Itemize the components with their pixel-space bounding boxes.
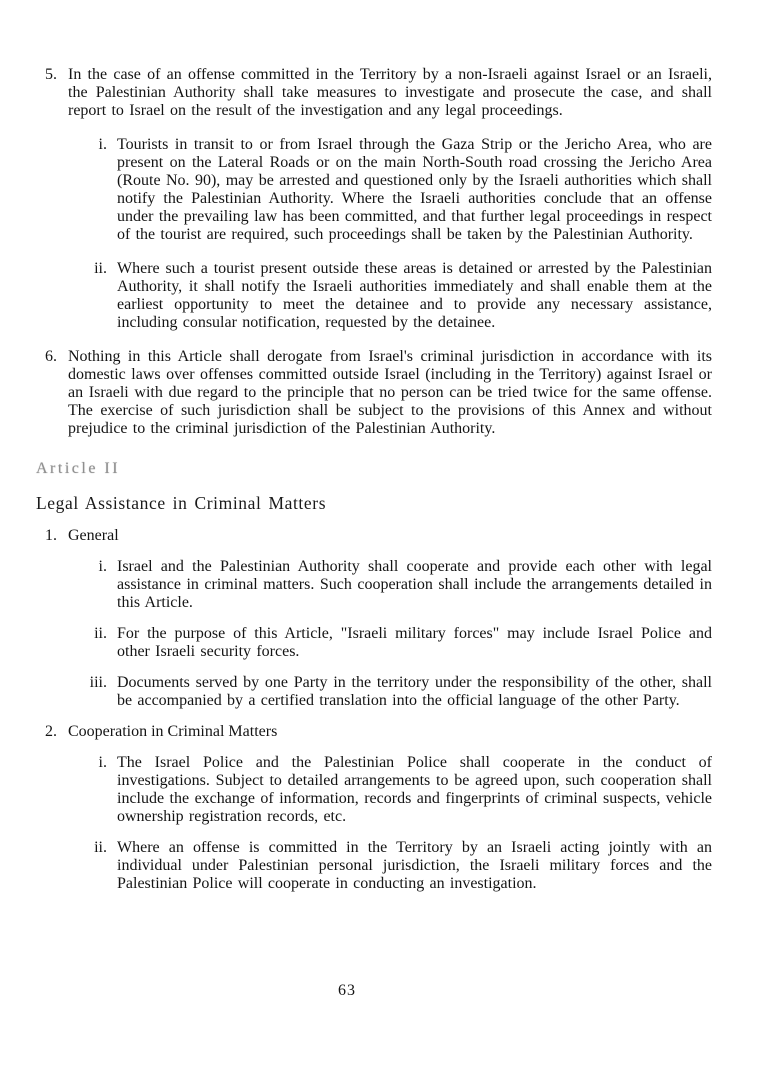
subitem-text: Tourists in transit to or from Israel through the Gaza Strip or the Jericho Area, who are present on the Lateral Roads or on the main North-South road crossing the Jericho Area (Route No. 90), may be arrested and questioned only by the Israeli authorities which shall notify the Palestinian Authority. Where the Israeli authorities conclude that an offense under the prevailing law has been committed, and that further legal proceedings in respect of the tourist are required, such proceedings shall be taken by the Palestinian Authority. — [117, 136, 712, 243]
subitem-text: Israel and the Palestinian Authority shall cooperate and provide each other with legal assistance in criminal matters. Such cooperation shall include the arrangements detailed in this Article. — [117, 558, 712, 611]
item-text: In the case of an offense committed in the Territory by a non-Israeli against Israel or an Israeli, the Palestinian Authority shall take measures to investigate and prosecute the case, and shall report to Israel on the result of the investigation and any legal proceedings. — [68, 66, 712, 119]
sub-item — [87, 625, 712, 661]
section-title: General — [68, 527, 119, 544]
subitem-number: ii. — [94, 839, 107, 856]
sub-item — [87, 674, 712, 710]
subitem-text: Where an offense is committed in the Territory by an Israeli acting jointly with an individual under Palestinian personal jurisdiction, the Israeli military forces and the Palestinian Police will cooperate in conducting an investigation. — [117, 839, 712, 892]
section-number: 2. — [45, 723, 57, 740]
list-item — [45, 66, 712, 120]
subitem-text: Documents served by one Party in the territory under the responsibility of the other, shall be accompanied by a certified translation into the official language of the other Party. — [117, 674, 712, 709]
article-title: Legal Assistance in Criminal Matters — [36, 493, 327, 513]
subitem-number: i. — [98, 558, 107, 575]
sub-item — [87, 839, 712, 893]
page-footer — [0, 982, 758, 1000]
section-number: 1. — [45, 527, 57, 544]
subitem-text: The Israel Police and the Palestinian Police shall cooperate in the conduct of investigations. Subject to detailed arrangements to be agreed upon, such cooperation shall include the exchange of information, records and fingerprints of criminal suspects, vehicle ownership registration records, etc. — [117, 754, 712, 825]
page-number: 63 — [338, 982, 356, 999]
sub-item — [87, 558, 712, 612]
list-item — [45, 348, 712, 438]
section-heading — [45, 723, 712, 741]
article-body — [45, 527, 712, 893]
sub-item — [87, 260, 712, 332]
sub-item — [87, 136, 712, 244]
article-heading: Article II — [36, 460, 121, 477]
item-number: 6. — [45, 348, 57, 365]
sub-item — [87, 754, 712, 826]
item-number: 5. — [45, 66, 57, 83]
item-text: Nothing in this Article shall derogate from Israel's criminal jurisdiction in accordance with its domestic laws over offenses committed outside Israel (including in the Territory) against Israel or an Israeli with due regard to the principle that no person can be tried twice for the same offense. The exercise of such jurisdiction shall be subject to the provisions of this Annex and without prejudice to the criminal jurisdiction of the Palestinian Authority. — [68, 348, 712, 437]
subitem-number: ii. — [94, 625, 107, 642]
subitem-number: iii. — [89, 674, 107, 691]
subitem-number: i. — [98, 136, 107, 153]
section-heading — [45, 527, 712, 545]
subitem-text: Where such a tourist present outside these areas is detained or arrested by the Palestinian Authority, it shall notify the Israeli authorities immediately and shall enable them at the earliest opportunity to meet the detainee and to provide any necessary assistance, including consular notification, requested by the detainee. — [117, 260, 712, 331]
section-title: Cooperation in Criminal Matters — [68, 723, 278, 740]
subitem-text: For the purpose of this Article, "Israeli military forces" may include Israel Police and other Israeli security forces. — [117, 625, 712, 660]
subitem-number: ii. — [94, 260, 107, 277]
subitem-number: i. — [98, 754, 107, 771]
